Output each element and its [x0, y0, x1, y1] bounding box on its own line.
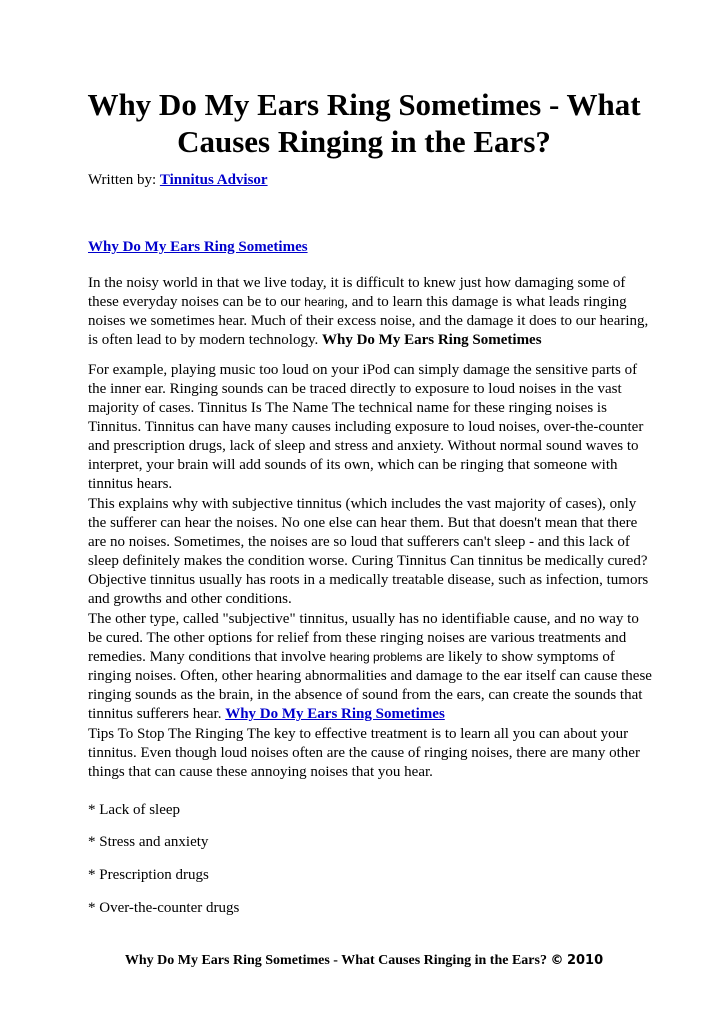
text-segment: tinnitus sufferers hear.	[88, 706, 222, 722]
inline-keyword-hearing: hearing	[304, 295, 345, 309]
section-heading-link[interactable]: Why Do My Ears Ring Sometimes	[88, 239, 308, 255]
text-segment: , and to learn this damage is what leads ringing	[344, 294, 627, 310]
paragraph-line	[88, 293, 658, 312]
paragraph-line: are no noises. Sometimes, the noises are so loud that sufferers can't sleep - and this lack of	[88, 534, 630, 550]
paragraph-line: and prescription drugs, lack of sleep and stress and anxiety. Without normal sound waves to	[88, 438, 639, 454]
page-footer	[0, 952, 728, 970]
byline-label: Written by:	[88, 172, 157, 188]
inline-keyword-hearing-problems: hearing problems	[329, 650, 423, 664]
paragraph-line: In the noisy world in that we live today, it is difficult to knew just how damaging some of	[88, 275, 626, 291]
paragraph-line: Objective tinnitus usually has roots in a medically treatable disease, such as infection, tumors	[88, 572, 649, 588]
paragraph-4	[88, 610, 658, 724]
byline	[88, 171, 268, 190]
text-segment: are likely to show symptoms of	[426, 649, 615, 665]
paragraph-line	[88, 331, 658, 350]
paragraph-2	[88, 361, 658, 494]
paragraph-line: things that can cause these annoying noises that you hear.	[88, 764, 433, 780]
footer-year: 2010	[566, 953, 604, 968]
bullet-item: * Prescription drugs	[88, 867, 209, 883]
section-heading	[88, 238, 308, 257]
paragraph-5	[88, 725, 658, 782]
bullet-item: * Stress and anxiety	[88, 834, 209, 850]
inline-link-why-ears-ring[interactable]: Why Do My Ears Ring Sometimes	[225, 706, 445, 722]
paragraph-line: sleep definitely makes the condition worse. Curing Tinnitus Can tinnitus be medically cured?	[88, 553, 648, 569]
paragraph-line: This explains why with subjective tinnitus (which includes the vast majority of cases), only	[88, 496, 637, 512]
document-title: Why Do My Ears Ring Sometimes - What Causes Ringing in the Ears?	[87, 87, 641, 159]
paragraph-line: and growths and other conditions.	[88, 591, 292, 607]
paragraph-line: the inner ear. Ringing sounds can be traced directly to exposure to loud noises in the vast	[88, 381, 622, 397]
paragraph-line: tinnitus. Even though loud noises often are the cause of ringing noises, there are many other	[88, 745, 640, 761]
paragraph-line: tinnitus hears.	[88, 476, 173, 492]
paragraph-line	[88, 648, 658, 667]
paragraph-3	[88, 495, 658, 609]
footer-text: Why Do My Ears Ring Sometimes - What Causes Ringing in the Ears?	[124, 953, 547, 968]
paragraph-line: For example, playing music too loud on your iPod can simply damage the sensitive parts of	[88, 362, 638, 378]
paragraph-line	[88, 705, 658, 724]
paragraph-line: majority of cases. Tinnitus Is The Name The technical name for these ringing noises is	[88, 400, 607, 416]
copyright-symbol: ©	[550, 953, 564, 968]
paragraph-1	[88, 274, 658, 350]
bullet-item: * Lack of sleep	[88, 802, 181, 818]
text-segment: remedies. Many conditions that involve	[88, 649, 326, 665]
paragraph-line: be cured. The other options for relief from these ringing noises are various treatments and	[88, 630, 627, 646]
paragraph-line: interpret, your brain will add sounds of its own, which can be ringing that someone with	[88, 457, 618, 473]
paragraph-line: Tinnitus. Tinnitus can have many causes including exposure to loud noises, over-the-counter	[88, 419, 644, 435]
bullet-item: * Over-the-counter drugs	[88, 900, 240, 916]
paragraph-line: Tips To Stop The Ringing The key to effective treatment is to learn all you can about your	[88, 726, 629, 742]
paragraph-line: noises we sometimes hear. Much of their excess noise, and the damage it does to our hearing,	[88, 313, 649, 329]
paragraph-line: the sufferer can hear the noises. No one else can hear them. But that doesn't mean that there	[88, 515, 638, 531]
text-segment: is often lead to by modern technology.	[88, 332, 319, 348]
text-segment: these everyday noises can be to our	[88, 294, 301, 310]
paragraph-line: ringing sounds as the brain, in the absence of sound from the ears, can create the sounds that	[88, 687, 643, 703]
author-link[interactable]: Tinnitus Advisor	[159, 172, 268, 188]
paragraph-line: The other type, called "subjective" tinnitus, usually has no identifiable cause, and no way to	[88, 611, 639, 627]
paragraph-line: ringing noises. Often, other hearing abnormalities and damage to the ear itself can cause these	[88, 668, 652, 684]
inline-bold-keyword: Why Do My Ears Ring Sometimes	[321, 332, 542, 348]
